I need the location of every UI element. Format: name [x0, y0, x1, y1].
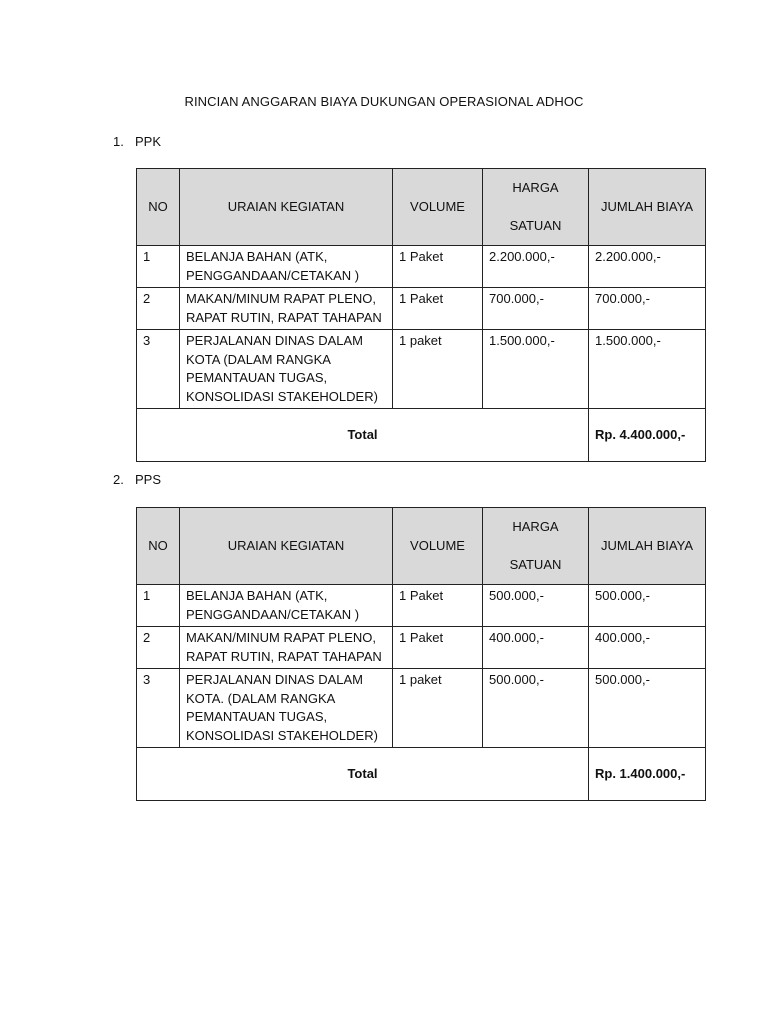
cell-volume: 1 paket [393, 330, 483, 409]
table-row [137, 330, 706, 409]
cell-harga: 2.200.000,- [483, 246, 589, 288]
budget-table-pps [136, 507, 706, 801]
cell-jumlah: 400.000,- [589, 627, 706, 669]
header-harga-satuan [483, 508, 589, 585]
table-row [137, 669, 706, 748]
document-title: RINCIAN ANGGARAN BIAYA DUKUNGAN OPERASIONAL ADHOC [184, 94, 584, 109]
total-row [137, 409, 706, 462]
section-number: 2. [113, 472, 124, 487]
section-name: PPS [135, 472, 162, 487]
total-row [137, 748, 706, 801]
cell-harga: 1.500.000,- [483, 330, 589, 409]
cell-no: 3 [137, 330, 180, 409]
cell-no: 2 [137, 288, 180, 330]
cell-volume: 1 Paket [393, 288, 483, 330]
header-no: NO [137, 169, 180, 246]
table-row [137, 288, 706, 330]
cell-uraian: BELANJA BAHAN (ATK, PENGGANDAAN/CETAKAN ) [180, 585, 393, 627]
cell-jumlah: 2.200.000,- [589, 246, 706, 288]
header-uraian: URAIAN KEGIATAN [180, 169, 393, 246]
cell-harga: 500.000,- [483, 585, 589, 627]
cell-harga: 500.000,- [483, 669, 589, 748]
total-value: Rp. 4.400.000,- [589, 409, 706, 462]
section-heading-ppk [113, 134, 161, 149]
cell-harga: 700.000,- [483, 288, 589, 330]
budget-table-ppk [136, 168, 706, 462]
cell-jumlah: 500.000,- [589, 669, 706, 748]
header-volume: VOLUME [393, 169, 483, 246]
header-harga-line1: HARGA [512, 519, 559, 534]
header-volume: VOLUME [393, 508, 483, 585]
table-row [137, 627, 706, 669]
section-heading-pps [113, 472, 161, 487]
header-harga-line2: SATUAN [509, 218, 562, 233]
total-label: Total [137, 409, 589, 462]
cell-no: 1 [137, 246, 180, 288]
cell-jumlah: 500.000,- [589, 585, 706, 627]
table-header-row [137, 169, 706, 246]
header-uraian: URAIAN KEGIATAN [180, 508, 393, 585]
cell-uraian: BELANJA BAHAN (ATK, PENGGANDAAN/CETAKAN ) [180, 246, 393, 288]
header-harga-line1: HARGA [512, 180, 559, 195]
section-number: 1. [113, 134, 124, 149]
header-no: NO [137, 508, 180, 585]
section-name: PPK [135, 134, 162, 149]
cell-no: 3 [137, 669, 180, 748]
cell-uraian: MAKAN/MINUM RAPAT PLENO, RAPAT RUTIN, RAPAT TAHAPAN [180, 627, 393, 669]
cell-volume: 1 Paket [393, 627, 483, 669]
header-jumlah: JUMLAH BIAYA [589, 169, 706, 246]
header-harga-line2: SATUAN [509, 557, 562, 572]
cell-volume: 1 Paket [393, 246, 483, 288]
table-header-row [137, 508, 706, 585]
cell-jumlah: 1.500.000,- [589, 330, 706, 409]
table-row [137, 585, 706, 627]
cell-volume: 1 paket [393, 669, 483, 748]
cell-volume: 1 Paket [393, 585, 483, 627]
cell-uraian: MAKAN/MINUM RAPAT PLENO, RAPAT RUTIN, RAPAT TAHAPAN [180, 288, 393, 330]
table-row [137, 246, 706, 288]
total-value: Rp. 1.400.000,- [589, 748, 706, 801]
cell-harga: 400.000,- [483, 627, 589, 669]
header-jumlah: JUMLAH BIAYA [589, 508, 706, 585]
cell-jumlah: 700.000,- [589, 288, 706, 330]
cell-no: 2 [137, 627, 180, 669]
header-harga-satuan [483, 169, 589, 246]
total-label: Total [137, 748, 589, 801]
cell-uraian: PERJALANAN DINAS DALAM KOTA (DALAM RANGKA PEMANTAUAN TUGAS, KONSOLIDASI STAKEHOLDER) [180, 330, 393, 409]
cell-no: 1 [137, 585, 180, 627]
cell-uraian: PERJALANAN DINAS DALAM KOTA. (DALAM RANGKA PEMANTAUAN TUGAS, KONSOLIDASI STAKEHOLDER) [180, 669, 393, 748]
